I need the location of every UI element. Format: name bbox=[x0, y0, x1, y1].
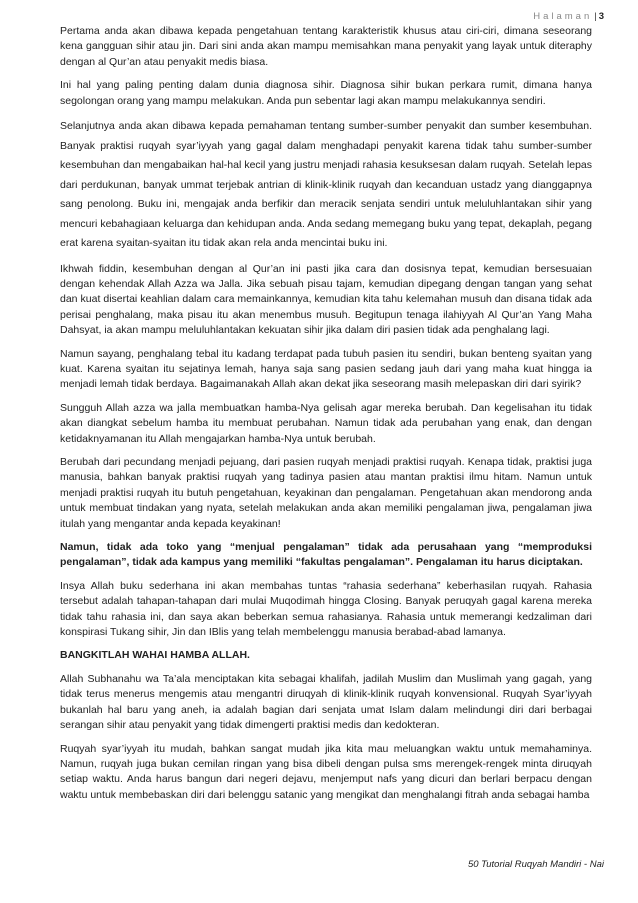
paragraph: Pertama anda akan dibawa kepada pengetahuan tentang karakteristik khusus atau ciri-ciri, dimana seseorang kena gangguan sihir atau jin. Dari sini anda akan mampu memisahkan mana penyakit yang layak untuk diteraphy dengan al Qur’an atau penyakit medis biasa. bbox=[60, 25, 592, 68]
paragraph: Berubah dari pecundang menjadi pejuang, dari pasien ruqyah menjadi praktisi ruqyah. Kenapa tidak, praktisi juga manusia, bahkan banyak praktisi ruqyah yang tadinya pasien atau mantan praktisi ilmu hitam. Namun untuk menjadi praktisi ruqyah itu butuh pengetahuan, keyakinan dan pengalaman. Pengetahuan akan mendorong anda untuk membuat tindakan yang nyata, setelah melakukan anda akan memiliki pengalaman jiwa, pengalaman jiwa itulah yang mengantar anda kepada keyakinan! bbox=[60, 456, 592, 530]
paragraph: Selanjutnya anda akan dibawa kepada pemahaman tentang sumber-sumber penyakit dan sumber kesembuhan. Banyak praktisi ruqyah syar’iyyah yang gagal dalam menghadapi penyakit karena tidak tahu sumber-sumber kesembuhan dan mengabaikan hal-hal kecil yang justru menjadi rahasia kesuksesan dalam ruqyah. Setelah lepas dari perdukunan, banyak ummat terjebak antrian di klinik-klinik ruqyah dan kecanduan ustadz yang dianggapnya sang penolong. Buku ini, mengajak anda berfikir dan meracik senjata sendiri untuk meluluhlantakan sihir yang mencuri kebahagiaan keluarga dan kehidupan anda. Anda sedang memegang buku yang tepat, dekaplah, pegang erat karena syaitan-syaitan itu tidak akan rela anda mencintai buku ini. bbox=[60, 120, 592, 250]
paragraph: Insya Allah buku sederhana ini akan membahas tuntas “rahasia sederhana” keberhasilan ruqyah. Rahasia tersebut adalah tahapan-tahapan dari mulai Muqodimah hingga Closing. Banyak peruqyah gagal karena mereka tidak tahu rahasia ini, dan saya akan beberkan semua rahasianya. Rahasia untuk memerangi kedzaliman dari konspirasi Tukang sihir, Jin dan IBlis yang telah membelenggu manusia berabad-abad lamanya. bbox=[60, 579, 592, 639]
emphasis-paragraph: Namun, tidak ada toko yang “menjual pengalaman” tidak ada perusahaan yang “memproduksi pengalaman”, tidak ada kampus yang memiliki “fakultas pengalaman”. Pengalaman itu harus diciptakan. bbox=[60, 541, 592, 569]
paragraph: Ikhwah fiddin, kesembuhan dengan al Qur’an ini pasti jika cara dan dosisnya tepat, kemudian bersesuaian dengan kehendak Allah Azza wa Jalla. Jika sebuah pisau tajam, kemudian dipegang dengan tangan yang sehat dan kuat disertai keahlian dalam cara memainkannya, kemudian kita tahu kelemahan musuh dan disana tidak ada perisai penghalang, maka pisau itu akan menembus musuh. Begitupun tenaga ilahiyyah Al Qur’an Yang Maha Dahsyat, ia akan mampu meluluhlantakan kekuatan sihir jika dalam diri pasien tidak ada penghalang lagi. bbox=[60, 262, 592, 337]
section-heading: BANGKITLAH WAHAI HAMBA ALLAH. bbox=[60, 649, 250, 662]
paragraph: Allah Subhanahu wa Ta’ala menciptakan kita sebagai khalifah, jadilah Muslim dan Muslimah yang gagah, yang tidak terus menerus mengemis atau mengantri diruqyah di klinik-klinik ruqyah konvensional. Ruqyah Syar’iyyah bukanlah hal baru yang aneh, ia adalah bagian dari senjata umat Islam dalam melindungi diri dari berbagai serangan sihir atau penyakit yang tidak dimengerti praktisi medis dan kedokteran. bbox=[60, 672, 592, 732]
header-separator: | bbox=[594, 11, 597, 22]
page-header bbox=[533, 9, 604, 24]
page-number: 3 bbox=[598, 11, 604, 22]
paragraph: Ruqyah syar’iyyah itu mudah, bahkan sangat mudah jika kita mau meluangkan waktu untuk memahaminya. Namun, ruqyah juga bukan cemilan ringan yang bisa dibeli dengan pulsa sms merengek-rengek minta diruqyah setiap waktu. Anda harus bangun dari negeri dejavu, menjemput nafs yang dicuri dan berlari berpacu dengan waktu untuk membebaskan diri dari belenggu satanic yang mengikat dan menghalangi fitrah anda sebagai hamba bbox=[60, 742, 592, 801]
document-body bbox=[60, 24, 592, 811]
page-footer: 50 Tutorial Ruqyah Mandiri - Nai bbox=[467, 858, 604, 870]
paragraph: Sungguh Allah azza wa jalla membuatkan hamba-Nya gelisah agar mereka berubah. Dan kegelisahan itu tidak akan diangkat sebelum hamba itu membuat perubahan. Namun tidak ada perubahan yang enak, dan dengan ketidaknyamanan itu Allah mengajarkan hamba-Nya untuk berubah. bbox=[60, 401, 592, 445]
header-label: Halaman bbox=[533, 11, 593, 22]
paragraph: Ini hal yang paling penting dalam dunia diagnosa sihir. Diagnosa sihir bukan perkara rumit, dimana hanya segolongan orang yang mampu melakukan. Anda pun sebentar lagi akan mampu melakukannya sendiri. bbox=[60, 79, 592, 107]
paragraph: Namun sayang, penghalang tebal itu kadang terdapat pada tubuh pasien itu sendiri, bukan benteng syaitan yang kuat. Karena syaitan itu sejatinya lemah, hanya saja sang pasien sedang jauh dari yang maha kuat hingga ia menjadi lemah tidak berdaya. Bagaimanakah Allah akan dekat jika seseorang masih melepaskan diri dari syirik? bbox=[60, 347, 592, 391]
